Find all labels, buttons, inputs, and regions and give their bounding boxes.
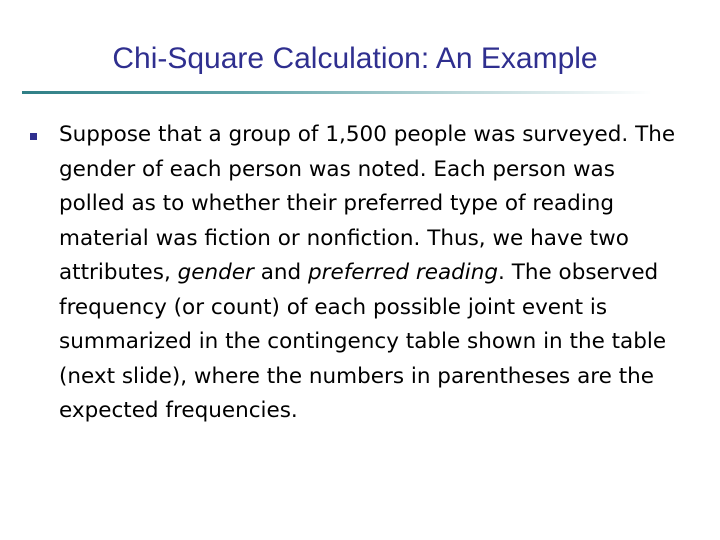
attribute-preferred-reading: preferred reading [308, 260, 499, 285]
body-text-part-2: and [253, 260, 308, 285]
body-text-part-3: . The observed frequency (or count) of each possible joint event is summarized in the contingency table shown in the table (next slide), where the numbers in parentheses are the expected frequencies. [59, 260, 667, 423]
bullet-square-icon [30, 133, 37, 140]
title-underline [22, 91, 652, 94]
slide-title: Chi-Square Calculation: An Example [112, 42, 598, 75]
attribute-gender: gender [177, 260, 254, 285]
body-text-part-1: Suppose that a group of 1,500 people was surveyed. The gender of each person was noted. Each person was polled as to whether their preferred type of reading material was fiction or nonfiction. Thus, we have two attributes, [59, 122, 676, 285]
body-paragraph [59, 118, 679, 429]
